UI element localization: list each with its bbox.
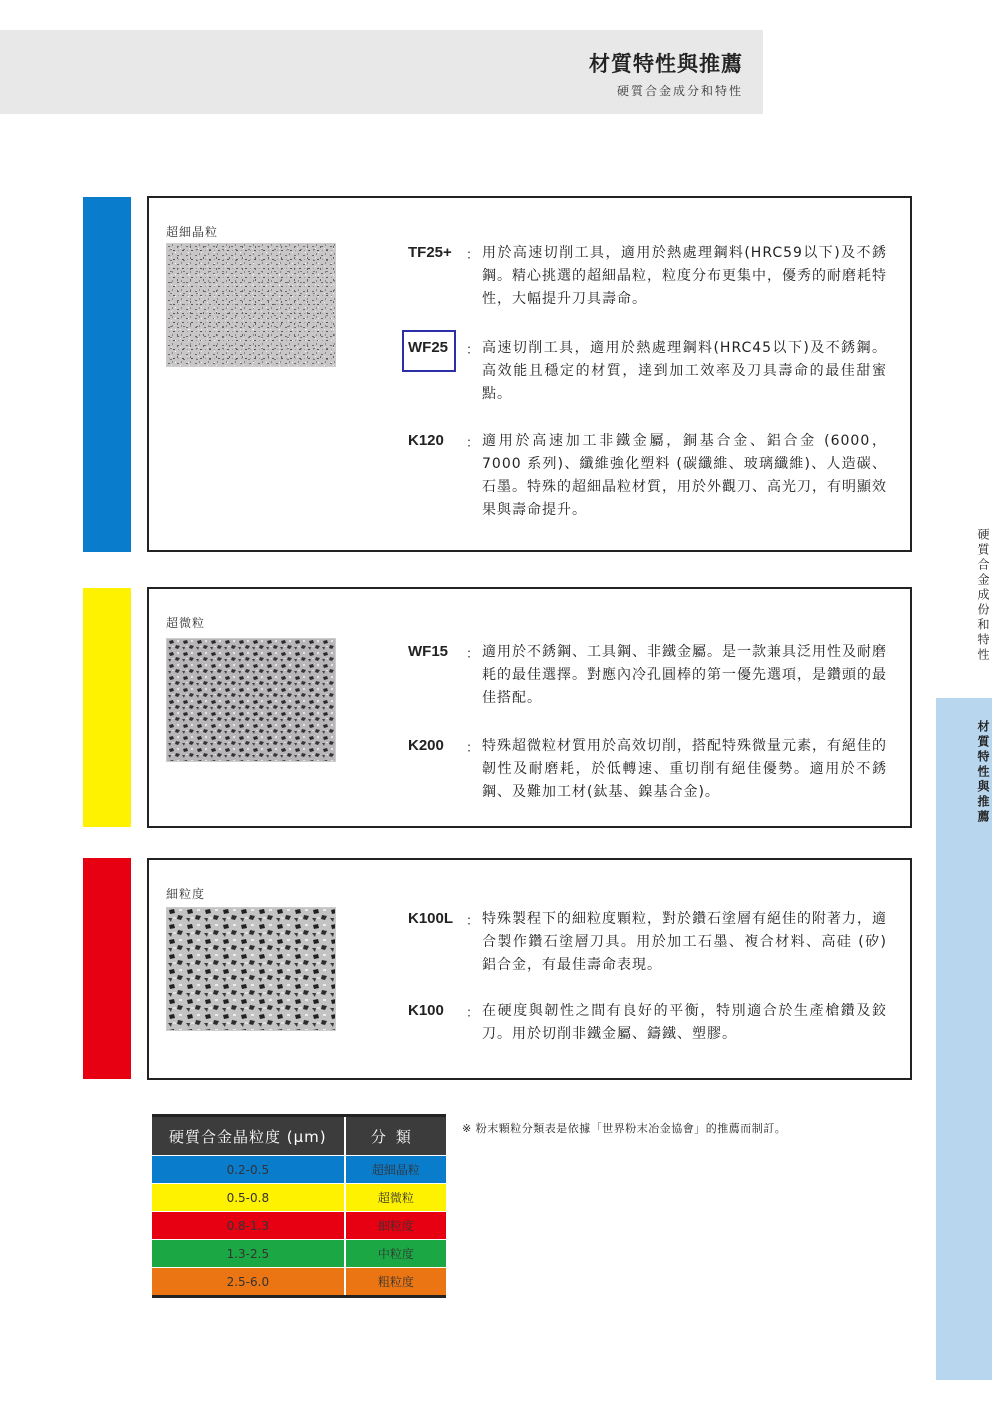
grade-code: K100L — [408, 910, 454, 927]
grade-description: 在硬度與韌性之間有良好的平衡，特別適合於生產槍鑽及鉸刀。用於切削非鐵金屬、鑄鐵、塑膠。 — [482, 1003, 887, 1042]
side-tab-material[interactable] — [936, 698, 992, 1380]
grade-code: K100 — [408, 1002, 444, 1019]
table-row — [152, 1239, 446, 1267]
grain-micrograph-image — [166, 638, 336, 762]
table-cell-size: 0.5-0.8 — [152, 1184, 346, 1211]
page-title: 材質特性與推薦 — [589, 52, 743, 76]
table-header-class: 分類 — [370, 1127, 421, 1146]
grain-label: 細粒度 — [166, 887, 206, 901]
grade-code: WF15 — [408, 643, 449, 660]
grade-description: 用於高速切削工具，適用於熱處理鋼料(HRC59以下)及不銹鋼。精心挑選的超細晶粒，粒度分布更集中，優秀的耐磨耗特性，大幅提升刀具壽命。 — [482, 245, 887, 307]
grade-panel-microfine — [147, 587, 912, 828]
grade-description: 特殊製程下的細粒度顆粒，對於鑽石塗層有絕佳的附著力，適合製作鑽石塗層刀具。用於加工石墨、複合材料、高硅 (矽) 鋁合金，有最佳壽命表現。 — [482, 911, 887, 973]
table-row — [152, 1183, 446, 1211]
grain-label: 超細晶粒 — [166, 225, 219, 239]
grade-description: 適用於不銹鋼、工具鋼、非鐵金屬。是一款兼具泛用性及耐磨耗的最佳選擇。對應內冷孔圓棒的第一優先選項，是鑽頭的最佳搭配。 — [482, 644, 887, 706]
grain-size-table — [152, 1114, 446, 1298]
table-cell-size: 2.5-6.0 — [152, 1268, 346, 1295]
colon: ： — [466, 343, 480, 358]
side-tab-label: 硬質合金成份和特性 — [976, 528, 990, 663]
table-header-size: 硬質合金晶粒度 (μm) — [152, 1117, 346, 1155]
table-cell-class: 粗粒度 — [377, 1275, 414, 1289]
table-cell-class: 超細晶粒 — [371, 1163, 420, 1177]
grade-description: 特殊超微粒材質用於高效切削，搭配特殊微量元素，有絕佳的韌性及耐磨耗，於低轉速、重切削有絕佳優勢。適用於不銹鋼、及難加工材(鈦基、鎳基合金)。 — [482, 738, 887, 800]
table-cell-size: 0.8-1.3 — [152, 1212, 346, 1239]
header-band — [0, 30, 763, 114]
side-tab-label: 材質特性與推薦 — [976, 720, 990, 825]
grade-description: 高速切削工具，適用於熱處理鋼料(HRC45以下)及不銹鋼。高效能且穩定的材質，達到加工效率及刀具壽命的最佳甜蜜點。 — [482, 340, 887, 402]
grade-code: TF25+ — [408, 244, 452, 261]
grade-description: 適用於高速加工非鐵金屬，銅基合金、鋁合金 (6000，7000 系列)、纖維強化塑料 (碳纖維、玻璃纖維)、人造碳、石墨。特殊的超細晶粒材質，用於外觀刀、高光刀，有明顯效果與壽命提升。 — [482, 433, 887, 518]
table-header — [152, 1114, 446, 1155]
table-cell-class: 超微粒 — [377, 1191, 414, 1205]
side-tab-composition[interactable] — [936, 520, 992, 690]
table-cell-size: 1.3-2.5 — [152, 1240, 346, 1267]
table-cell-size: 0.2-0.5 — [152, 1156, 346, 1183]
table-row — [152, 1267, 446, 1295]
colon: ： — [466, 1006, 480, 1021]
colon: ： — [466, 914, 480, 929]
table-cell-class: 細粒度 — [377, 1219, 414, 1233]
grade-code: K200 — [408, 737, 444, 754]
colon: ： — [466, 647, 480, 662]
table-row — [152, 1155, 446, 1183]
grade-panel-fine — [147, 858, 912, 1080]
table-cell-class: 中粒度 — [377, 1247, 414, 1261]
section-color-bar-yellow — [83, 588, 131, 827]
colon: ： — [466, 436, 480, 451]
grain-label: 超微粒 — [166, 616, 206, 630]
footnote: ※ 粉末顆粒分類表是依據「世界粉末冶金協會」的推薦而制訂。 — [462, 1122, 787, 1135]
section-color-bar-blue — [83, 197, 131, 552]
grain-micrograph-image — [166, 907, 336, 1031]
page-subtitle: 硬質合金成分和特性 — [616, 84, 743, 98]
section-color-bar-red — [83, 858, 131, 1079]
grade-panel-ultrafine — [147, 196, 912, 552]
colon: ： — [466, 248, 480, 263]
grade-code: K120 — [408, 432, 444, 449]
grain-micrograph-image — [166, 243, 336, 367]
grade-code: WF25 — [408, 339, 449, 356]
colon: ： — [466, 741, 480, 756]
table-row — [152, 1211, 446, 1239]
